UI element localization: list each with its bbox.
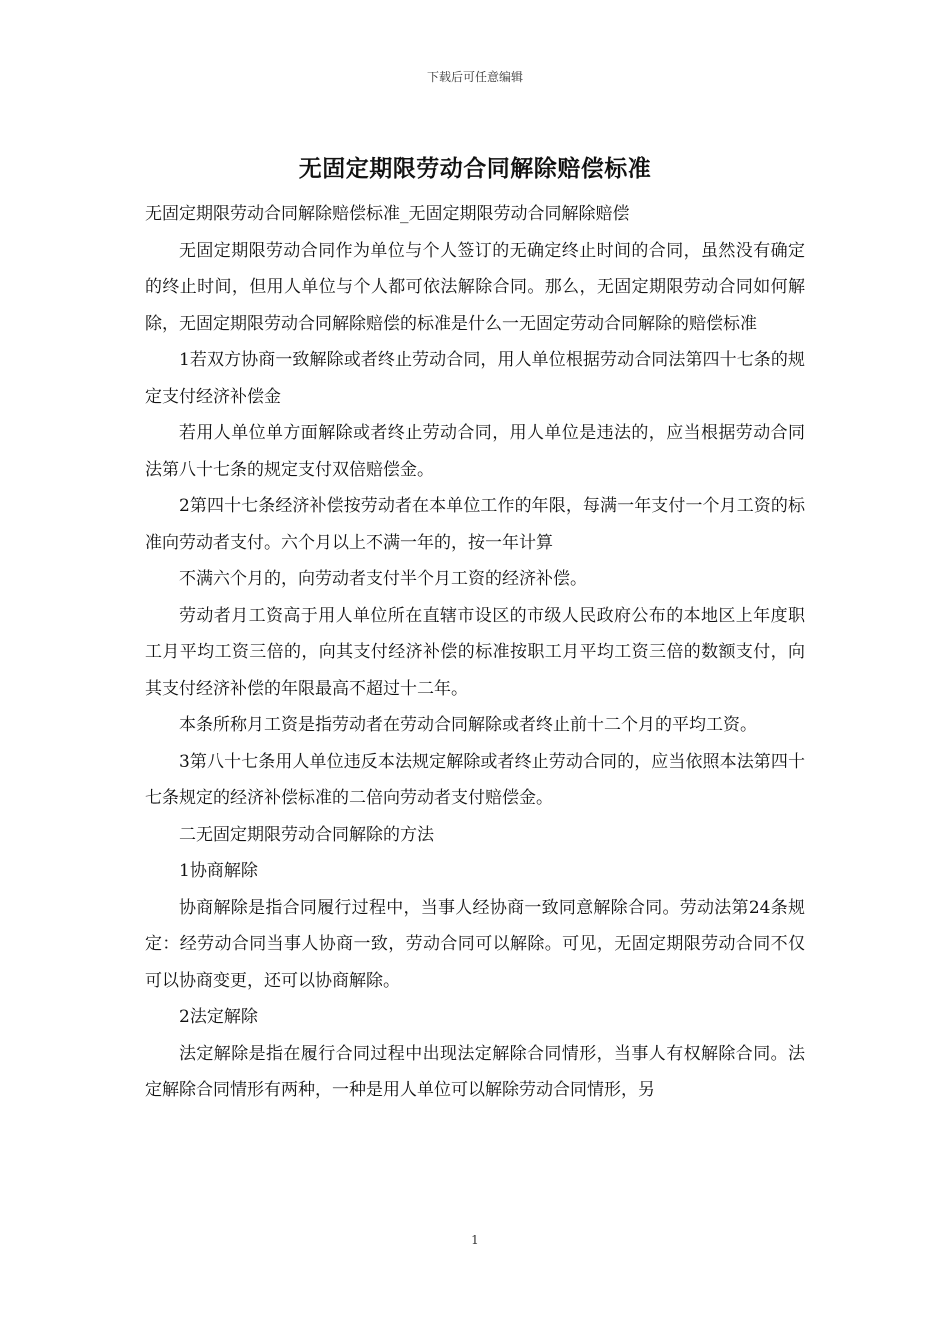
paragraph: 劳动者月工资高于用人单位所在直辖市设区的市级人民政府公布的本地区上年度职工月平均工资三倍的，向其支付经济补偿的标准按职工月平均工资三倍的数额支付，向其支付经济补偿的年限最高不超过十二年。 bbox=[145, 605, 805, 699]
paragraph: 无固定期限劳动合同作为单位与个人签订的无确定终止时间的合同，虽然没有确定的终止时间，但用人单位与个人都可依法解除合同。那么，无固定期限劳动合同如何解除，无固定期限劳动合同解除赔偿的标准是什么一无固定劳动合同解除的赔偿标准 bbox=[145, 240, 805, 334]
paragraph: 3第八十七条用人单位违反本法规定解除或者终止劳动合同的，应当依照本法第四十七条规定的经济补偿标准的二倍向劳动者支付赔偿金。 bbox=[145, 751, 805, 808]
subsection-heading: 1协商解除 bbox=[179, 861, 258, 881]
section-heading: 二无固定期限劳动合同解除的方法 bbox=[179, 824, 434, 845]
paragraph: 若用人单位单方面解除或者终止劳动合同，用人单位是违法的，应当根据劳动合同法第八十七条的规定支付双倍赔偿金。 bbox=[145, 423, 805, 480]
document-title: 无固定期限劳动合同解除赔偿标准 bbox=[298, 155, 652, 182]
document-body bbox=[145, 196, 805, 1109]
header-note: 下载后可任意编辑 bbox=[426, 70, 523, 84]
paragraph: 本条所称月工资是指劳动者在劳动合同解除或者终止前十二个月的平均工资。 bbox=[179, 715, 757, 735]
paragraph: 2第四十七条经济补偿按劳动者在本单位工作的年限，每满一年支付一个月工资的标准向劳动者支付。六个月以上不满一年的，按一年计算 bbox=[145, 496, 805, 553]
paragraph: 法定解除是指在履行合同过程中出现法定解除合同情形，当事人有权解除合同。法定解除合同情形有两种，一种是用人单位可以解除劳动合同情形，另 bbox=[145, 1043, 805, 1100]
paragraph: 协商解除是指合同履行过程中，当事人经协商一致同意解除合同。劳动法第24条规定：经劳动合同当事人协商一致，劳动合同可以解除。可见，无固定期限劳动合同不仅可以协商变更，还可以协商解除。 bbox=[145, 897, 805, 991]
paragraph: 1若双方协商一致解除或者终止劳动合同，用人单位根据劳动合同法第四十七条的规定支付经济补偿金 bbox=[145, 350, 805, 407]
subsection-heading: 2法定解除 bbox=[179, 1007, 258, 1027]
document-subtitle: 无固定期限劳动合同解除赔偿标准_无固定期限劳动合同解除赔偿 bbox=[145, 204, 630, 224]
page-number: 1 bbox=[471, 1233, 479, 1247]
paragraph: 不满六个月的，向劳动者支付半个月工资的经济补偿。 bbox=[179, 569, 587, 589]
